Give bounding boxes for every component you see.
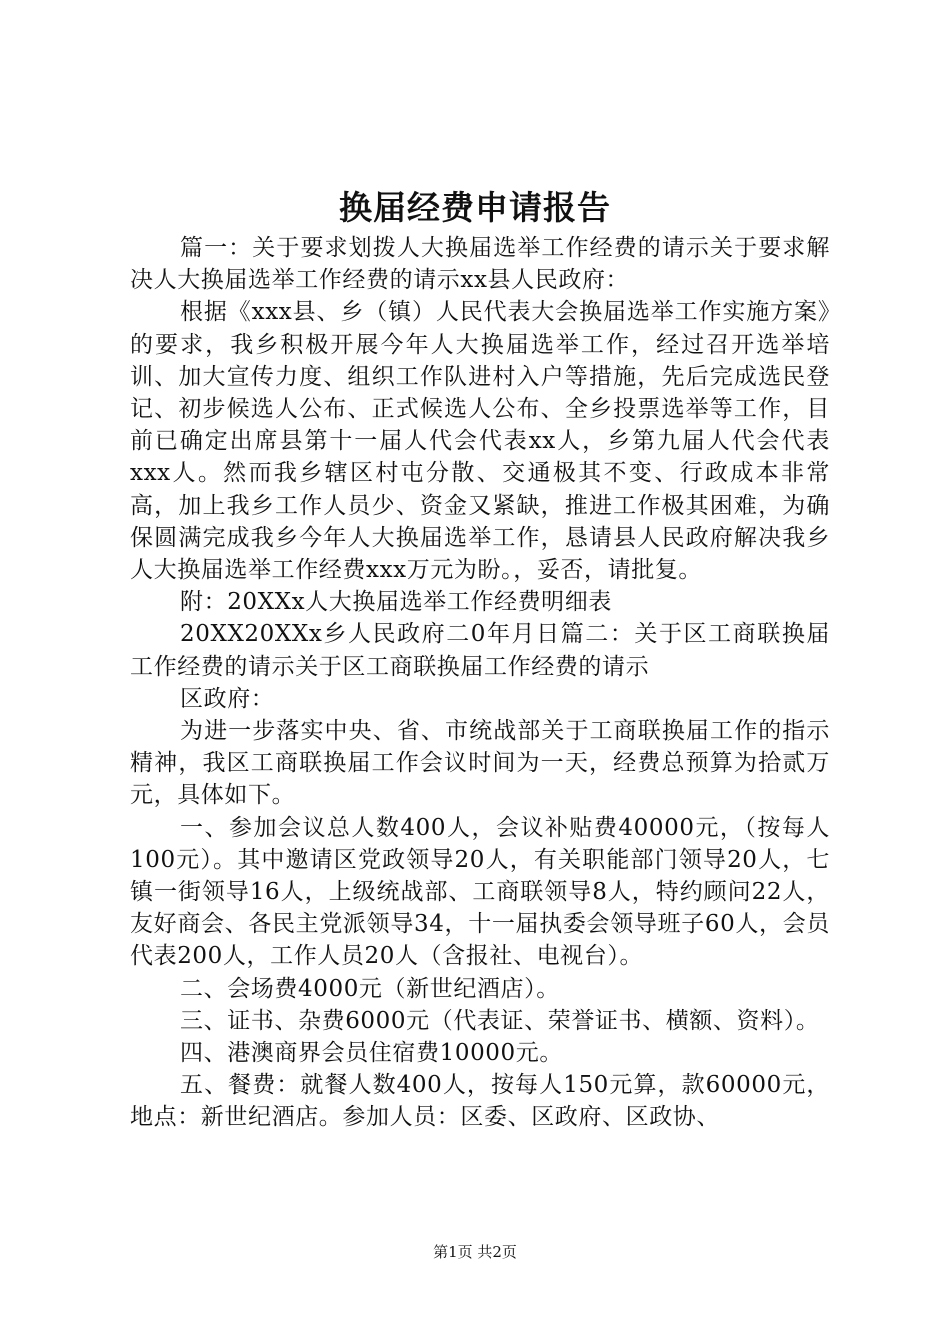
paragraph: 为进一步落实中央、省、市统战部关于工商联换届工作的指示精神，我区工商联换届工作会议时间为一天，经费总预算为拾贰万元，具体如下。 [130, 718, 830, 809]
paragraph: 20XX20XXx乡人民政府二0年月日篇二：关于区工商联换届工作经费的请示关于区工商联换届工作经费的请示 [130, 621, 830, 680]
paragraph: 二、会场费4000元（新世纪酒店）。 [180, 975, 560, 1002]
paragraph: 附：20XXx人大换届选举工作经费明细表 [180, 589, 612, 616]
paragraph: 三、证书、杂费6000元（代表证、荣誉证书、横额、资料）。 [180, 1007, 820, 1034]
page-number: 第1页 共2页 [433, 1243, 517, 1261]
paragraph: 四、港澳商界会员住宿费10000元。 [180, 1040, 563, 1067]
paragraph: 区政府： [180, 685, 275, 712]
paragraph: 根据《xxx县、乡（镇）人民代表大会换届选举工作实施方案》的要求，我乡积极开展今年人大换届选举工作，经过召开选举培训、加大宣传力度、组织工作队进村入户等措施，先后完成选民登记、初步候选人公布、正式候选人公布、全乡投票选举等工作，目前已确定出席县第十一届人代会代表xx人，乡第九届人代会代表xxx人。然而我乡辖区村屯分散、交通极其不变、行政成本非常高，加上我乡工作人员少、资金又紧缺，推进工作极其困难，为确保圆满完成我乡今年人大换届选举工作，恳请县人民政府解决我乡人大换届选举工作经费xxx万元为盼。，妥否，请批复。 [130, 299, 830, 584]
paragraph: 一、参加会议总人数400人，会议补贴费40000元，（按每人100元）。其中邀请区党政领导20人，有关职能部门领导20人，七镇一街领导16人，上级统战部、工商联领导8人，特约顾问22人，友好商会、各民主党派领导34，十一届执委会领导班子60人，会员代表200人，工作人员20人（含报社、电视台）。 [130, 814, 830, 970]
paragraph: 五、餐费：就餐人数400人，按每人150元算，款60000元，地点：新世纪酒店。参加人员：区委、区政府、区政协、 [130, 1072, 830, 1131]
document-body [130, 232, 830, 1134]
document-title: 换届经费申请报告 [339, 188, 611, 227]
paragraph: 篇一：关于要求划拨人大换届选举工作经费的请示关于要求解决人大换届选举工作经费的请示xx县人民政府： [130, 235, 830, 294]
